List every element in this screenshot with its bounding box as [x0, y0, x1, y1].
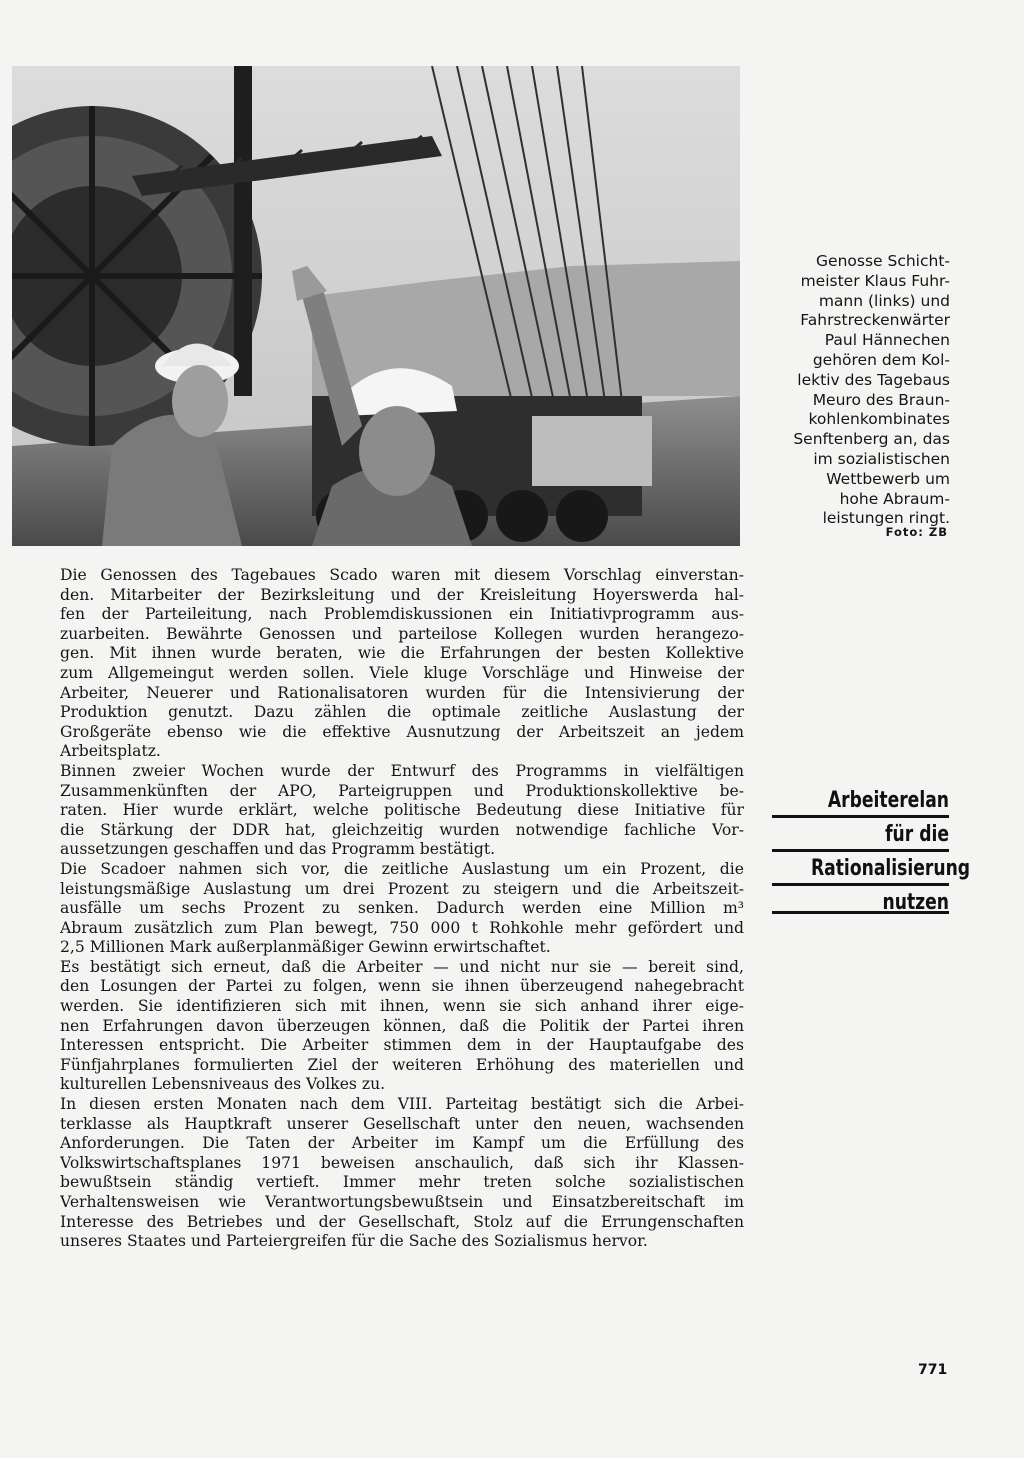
text-line: aussetzungen geschaffen und das Programm bestätigt. — [60, 840, 496, 859]
text-line: unseres Staates und Parteiergreifen für die Sache des Sozialismus hervor. — [60, 1232, 648, 1251]
text-line: den Losungen der Partei zu folgen, wenn sie ihnen überzeugend nahegebracht — [60, 977, 744, 996]
caption-line: gehören dem Kol- — [812, 350, 950, 369]
photo-credit: Foto: ZB — [885, 525, 948, 539]
side-heading — [772, 784, 971, 920]
caption-line: leistungen ringt. — [822, 509, 950, 528]
caption-line: Meuro des Braun- — [812, 390, 950, 409]
text-line: zum Allgemeingut werden sollen. Viele kluge Vorschläge und Hinweise der — [60, 663, 744, 682]
text-line: Interesse des Betriebes und der Gesellschaft, Stolz auf die Errungenschaften — [60, 1212, 744, 1231]
caption-line: im sozialistischen — [813, 449, 950, 468]
text-line: werden. Sie identifizieren sich mit ihnen, wenn sie sich anhand ihrer eige- — [60, 997, 744, 1016]
text-line: Volkswirtschaftsplanes 1971 beweisen anschaulich, daß sich ihr Klassen- — [60, 1153, 744, 1172]
caption-line: mann (links) und — [818, 291, 950, 310]
text-line: terklasse als Hauptkraft unserer Gesellschaft unter den neuen, wachsenden — [60, 1114, 744, 1133]
text-line: Abraum zusätzlich zum Plan bewegt, 750 000 t Rohkohle mehr gefördert und — [60, 918, 744, 937]
text-line: Arbeiter, Neuerer und Rationalisatoren wurden für die Intensivierung der — [60, 683, 744, 702]
text-line: den. Mitarbeiter der Bezirksleitung und der Kreisleitung Hoyerswerda hal- — [60, 585, 744, 604]
text-line: Binnen zweier Wochen wurde der Entwurf des Programms in vielfältigen — [60, 761, 744, 780]
text-line: kulturellen Lebensniveaus des Volkes zu. — [60, 1075, 386, 1094]
text-line: Es bestätigt sich erneut, daß die Arbeiter — und nicht nur sie — bereit sind, — [60, 957, 744, 976]
text-line: ausfälle um sechs Prozent zu senken. Dadurch werden eine Million m³ — [60, 899, 744, 918]
text-line: nen Erfahrungen davon überzeugen können, daß die Politik der Partei ihren — [60, 1016, 744, 1035]
text-line: fen der Parteileitung, nach Problemdiskussionen ein Initiativprogramm aus- — [60, 605, 744, 624]
caption-line: kohlenkombinates — [808, 410, 950, 429]
caption-line: lektiv des Tagebaus — [797, 370, 950, 389]
article-body — [60, 566, 744, 1252]
text-line: die Stärkung der DDR hat, gleichzeitig wurden notwendige fachliche Vor- — [60, 820, 744, 839]
text-line: Die Scadoer nahmen sich vor, die zeitliche Auslastung um ein Prozent, die — [60, 859, 744, 878]
caption-line: hohe Abraum- — [839, 489, 950, 508]
text-line: 2,5 Millionen Mark außerplanmäßiger Gewinn erwirtschaftet. — [60, 938, 551, 957]
text-line: zuarbeiten. Bewährte Genossen und parteilose Kollegen wurden herangezo- — [60, 624, 744, 643]
text-line: raten. Hier wurde erklärt, welche politische Bedeutung diese Initiative für — [60, 801, 744, 820]
text-line: gen. Mit ihnen wurde beraten, wie die Erfahrungen der besten Kollektive — [60, 644, 744, 663]
text-line: Zusammenkünften der APO, Parteigruppen und Produktionskollektive be- — [60, 781, 744, 800]
text-line: Produktion genutzt. Dazu zählen die optimale zeitliche Auslastung der — [60, 703, 744, 722]
text-line: Fünfjahrplanes formulierten Ziel der weiteren Erhöhung des materiellen und — [60, 1055, 744, 1074]
text-line: Großgeräte ebenso wie die effektive Ausnutzung der Arbeitszeit an jedem — [60, 722, 744, 741]
caption-line: meister Klaus Fuhr- — [800, 271, 950, 290]
text-line: Arbeitsplatz. — [60, 742, 161, 761]
text-line: Interessen entspricht. Die Arbeiter stimmen dem in der Hauptaufgabe des — [60, 1036, 744, 1055]
text-line: Anforderungen. Die Taten der Arbeiter im Kampf um die Erfüllung des — [60, 1134, 744, 1153]
photo — [12, 66, 740, 546]
caption-line: Wettbewerb um — [826, 469, 950, 488]
page-number: 771 — [918, 1362, 948, 1378]
text-line: bewußtsein ständig vertieft. Immer mehr treten solche sozialistischen — [60, 1173, 744, 1192]
side-heading-line: nutzen — [882, 890, 949, 915]
excavator-photo — [12, 66, 740, 546]
caption-line: Fahrstreckenwärter — [800, 311, 950, 330]
photo-caption — [768, 252, 950, 529]
caption-line: Genosse Schicht- — [816, 252, 950, 270]
text-line: Verhaltensweisen wie Verantwortungsbewußtsein und Einsatzbereitschaft im — [60, 1193, 744, 1211]
text-line: leistungsmäßige Auslastung um drei Prozent zu steigern und die Arbeitszeit- — [60, 879, 744, 898]
text-line: Die Genossen des Tagebaues Scado waren mit diesem Vorschlag einverstan- — [60, 566, 744, 584]
text-line: In diesen ersten Monaten nach dem VIII. Parteitag bestätigt sich die Arbei- — [60, 1095, 744, 1114]
side-heading-line: Arbeiterelan — [827, 788, 949, 813]
side-heading-line: Rationalisierung — [810, 856, 971, 881]
side-heading-line: für die — [885, 822, 949, 847]
caption-line: Paul Hännechen — [824, 331, 950, 350]
caption-line: Senftenberg an, das — [793, 430, 950, 449]
